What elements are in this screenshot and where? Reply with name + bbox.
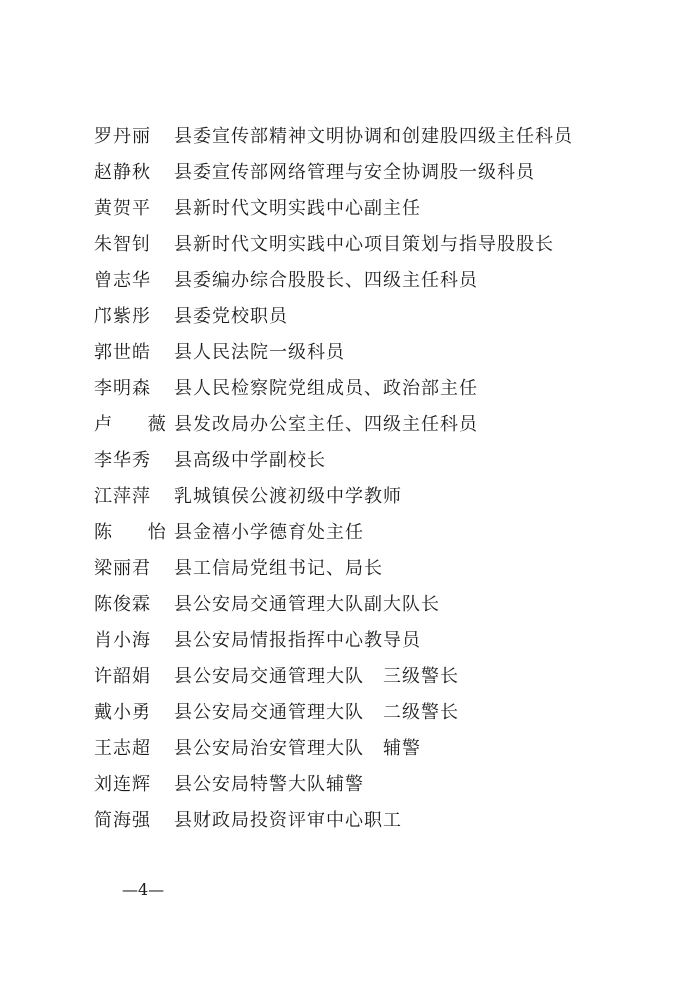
person-title: 县发改局办公室主任、四级主任科员	[174, 414, 478, 435]
person-name: 王志超	[94, 738, 151, 759]
list-item	[94, 374, 573, 410]
person-title: 县人民法院一级科员	[174, 342, 345, 363]
person-name: 朱智钊	[94, 234, 151, 255]
person-name: 赵静秋	[94, 162, 151, 183]
list-item	[94, 266, 573, 302]
person-title: 县新时代文明实践中心项目策划与指导股股长	[174, 234, 554, 255]
person-title: 县新时代文明实践中心副主任	[174, 198, 421, 219]
list-item	[94, 554, 573, 590]
list-item	[94, 734, 573, 770]
person-title: 县工信局党组书记、局长	[174, 558, 383, 579]
person-name: 李明森	[94, 378, 151, 399]
person-title: 县公安局交通管理大队副大队长	[174, 594, 440, 615]
person-title: 县委编办综合股股长、四级主任科员	[174, 270, 478, 291]
person-name: 梁丽君	[94, 558, 151, 579]
person-name: 罗丹丽	[94, 126, 151, 147]
person-name: 黄贺平	[94, 198, 151, 219]
list-item	[94, 446, 573, 482]
person-name: 简海强	[94, 810, 151, 831]
person-title: 县公安局特警大队辅警	[174, 774, 364, 795]
person-name: 卢 薇	[94, 414, 181, 435]
list-item	[94, 590, 573, 626]
person-name: 刘连辉	[94, 774, 151, 795]
person-name: 陈 怡	[94, 522, 181, 543]
list-item	[94, 158, 573, 194]
list-item	[94, 698, 573, 734]
list-item	[94, 194, 573, 230]
person-name: 许韶娟	[94, 666, 151, 687]
person-name: 李华秀	[94, 450, 151, 471]
list-item	[94, 338, 573, 374]
person-title: 县高级中学副校长	[174, 450, 326, 471]
list-item	[94, 518, 573, 554]
person-title: 县公安局交通管理大队 三级警长	[174, 666, 459, 687]
list-item	[94, 806, 573, 842]
person-name: 曾志华	[94, 270, 151, 291]
list-item	[94, 662, 573, 698]
list-item	[94, 230, 573, 266]
person-name: 邝紫彤	[94, 306, 151, 327]
person-name: 戴小勇	[94, 702, 151, 723]
person-title: 县公安局情报指挥中心教导员	[174, 630, 421, 651]
list-item	[94, 122, 573, 158]
person-title: 县公安局治安管理大队 辅警	[174, 738, 421, 759]
person-name: 陈俊霖	[94, 594, 151, 615]
list-item	[94, 410, 573, 446]
list-item	[94, 770, 573, 806]
personnel-list	[94, 122, 573, 842]
person-name: 江萍萍	[94, 486, 151, 507]
person-title: 县委党校职员	[174, 306, 288, 327]
person-title: 县金禧小学德育处主任	[174, 522, 364, 543]
person-title: 县人民检察院党组成员、政治部主任	[174, 378, 478, 399]
person-name: 肖小海	[94, 630, 151, 651]
person-title: 县公安局交通管理大队 二级警长	[174, 702, 459, 723]
person-title: 县委宣传部精神文明协调和创建股四级主任科员	[174, 126, 573, 147]
list-item	[94, 302, 573, 338]
person-title: 乳城镇侯公渡初级中学教师	[174, 486, 402, 507]
page-number: —4—	[122, 880, 165, 899]
list-item	[94, 626, 573, 662]
person-title: 县委宣传部网络管理与安全协调股一级科员	[174, 162, 535, 183]
person-name: 郭世皓	[94, 342, 151, 363]
person-title: 县财政局投资评审中心职工	[174, 810, 402, 831]
list-item	[94, 482, 573, 518]
